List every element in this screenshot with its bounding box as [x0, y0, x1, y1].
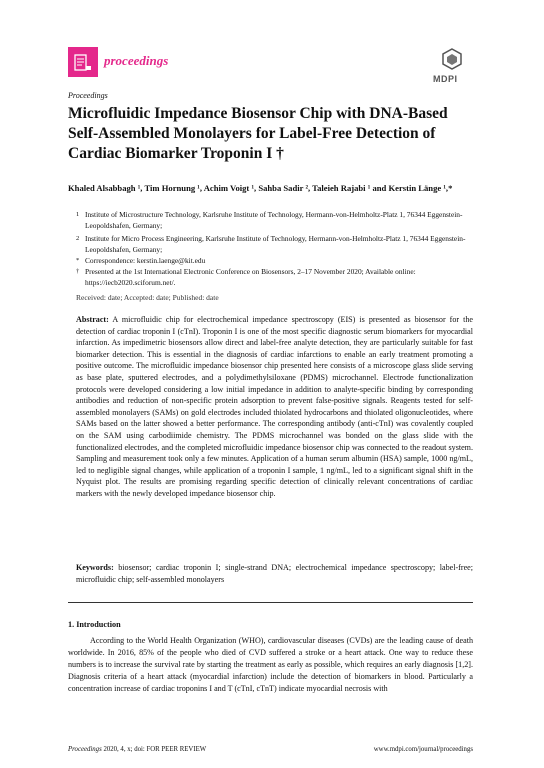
affiliation-marker: 1 — [76, 211, 80, 218]
article-type: Proceedings — [68, 91, 108, 100]
affiliation-text: Institute for Micro Process Engineering, Karlsruhe Institute of Technology, Hermann-von-Helmholtz-Platz 1, 76344 Eggenstein-Leopoldshafen, Germany; — [85, 234, 466, 254]
proceedings-logo — [68, 47, 98, 77]
correspondence-text: Correspondence: kerstin.laenge@kit.edu — [85, 256, 206, 265]
affiliation-marker: 2 — [76, 235, 80, 242]
publication-dates: Received: date; Accepted: date; Published: date — [76, 293, 219, 302]
journal-name: proceedings — [104, 53, 169, 68]
article-title: Microfluidic Impedance Biosensor Chip with DNA-Based Self-Assembled Monolayers for Label-Free Detection of Cardiac Biomarker Troponin I † — [68, 105, 448, 162]
abstract — [76, 314, 473, 500]
keywords — [76, 562, 473, 585]
abstract-text: A microfluidic chip for electrochemical impedance spectroscopy (EIS) is presented as biosensor for the detection of cardiac troponin I (cTnI). Troponin I is one of the most specific diagnostic serum biomarkers for myocardial infarction. As impedimetric biosensors allow direct and label-free analyte detection, they are particularly suitable for fast biomarker detection. This is essential in the diagnosis of cardiac infarctions to enable an early treatment promoting a positive outcome. The microfluidic impedance biosensor chip presented here consists of a microscope glass slide serving as base plate, sputtered electrodes, and a polydimethylsiloxane (PDMS) microchannel. Electrode functionalization protocols were developed considering a low initial impedance in addition to analyte-specific binding by corresponding antibodies and reduction of non-specific protein adsorption to prevent false-positive signals. Reagents tested for self-assembled monolayers (SAMs) on gold electrodes included thiolated hydrocarbons and thiolated oligonucleotides, where SAMs based on the latter showed a better performance. The corresponding antibody (anti-cTnI) was covalently coupled on the SAM using carbodiimide chemistry. The PDMS microchannel was bonded on the glass slide with the functionalized electrodes, and the completed microfluidic impedance biosensor chip was connected to the readout system. Sampling and measurement took only a few minutes. Application of a human serum albumin (HSA) sample, 1000 ng/mL, led to negligible signal changes, while application of a troponin I sample, 1 ng/mL, led to a significant signal shift in the Nyquist plot. The results are promising regarding specific detection of clinically relevant concentrations of cardiac markers with the newly developed impedance biosensor chip. — [76, 315, 473, 498]
section-heading: 1. Introduction — [68, 620, 121, 629]
keywords-label: Keywords: — [76, 563, 114, 572]
affiliation-marker: * — [76, 257, 80, 264]
affiliation-item — [68, 209, 480, 231]
footer-citation — [68, 746, 206, 753]
conference-note — [68, 266, 480, 288]
abstract-label: Abstract: — [76, 315, 109, 324]
affiliation-marker: † — [76, 268, 80, 275]
correspondence-item — [68, 255, 480, 266]
author-list: Khaled Alsabbagh ¹, Tim Hornung ¹, Achim Voigt ¹, Sahba Sadir ², Taleieh Rajabi ¹ and Kerstin Länge ¹,* — [68, 183, 453, 193]
affiliation-item — [68, 233, 480, 255]
section-divider — [68, 602, 473, 603]
publisher-name: MDPI — [433, 74, 458, 84]
keywords-text: biosensor; cardiac troponin I; single-strand DNA; electrochemical impedance spectroscopy; label-free; microfluidic chip; self-assembled monolayers — [76, 563, 473, 584]
footer-citation-text: 2020, 4, x; doi: FOR PEER REVIEW — [103, 746, 207, 753]
footer-journal: Proceedings — [68, 746, 102, 753]
introduction-paragraph: According to the World Health Organization (WHO), cardiovascular diseases (CVDs) are the leading cause of death worldwide. In 2016, 85% of the people who died of CVD suffered a stroke or a heart attack. One way to reduce these numbers is to increase the survival rate by starting the treatment as early as possible, which requires an early diagnosis [1,2]. Diagnosis criteria of a heart attack (myocardial infarction) include the detection of biomarkers in blood. Particularly a concentration increase of cardiac troponins I and T (cTnI, cTnT) indicate myocardial necrosis with — [68, 636, 473, 693]
conference-note-text: Presented at the 1st International Electronic Conference on Biosensors, 2–17 November 2020; Available online: https://iecb2020.sciforum.net/. — [85, 267, 416, 287]
affiliation-text: Institute of Microstructure Technology, Karlsruhe Institute of Technology, Hermann-von-Helmholtz-Platz 1, 76344 Eggenstein-Leopoldshafen, Germany; — [85, 210, 463, 230]
footer-url[interactable]: www.mdpi.com/journal/proceedings — [373, 746, 473, 753]
